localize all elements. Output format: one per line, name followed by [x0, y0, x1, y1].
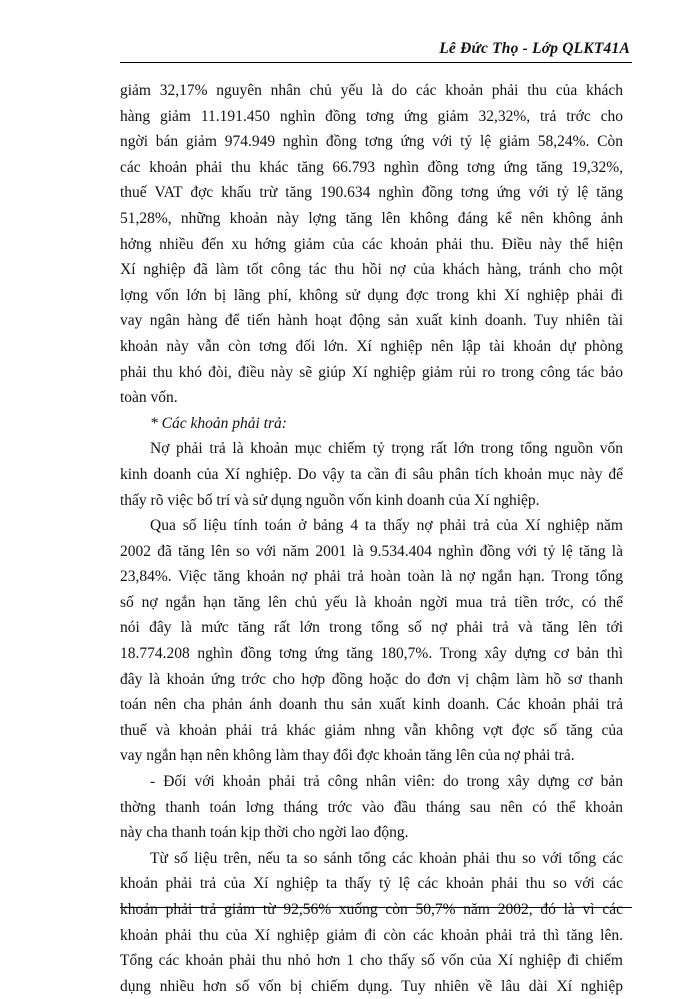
paragraph-payables-analysis [120, 513, 623, 769]
text-line: 23,84%. Việc tăng khoản nợ phải trả hoàn toàn là nợ ngắn hạn. Trong tổng [120, 568, 623, 586]
text-line: thuế và khoản phải trả khác giảm nhng vẫn không vợt đợc số tăng của [120, 721, 623, 739]
paragraph-receivables [120, 78, 623, 411]
section-subheading [120, 411, 623, 437]
text-line: vay ngân hàng để tiến hành hoạt động sản xuất kinh doanh. Tuy nhiên tài [120, 312, 623, 330]
text-line: toàn vốn. [120, 389, 178, 407]
text-line: giảm 32,17% nguyên nhân chủ yếu là do các khoản phải thu của khách [120, 82, 623, 99]
paragraph-payables-intro [120, 436, 623, 513]
text-line: này cha thanh toán kịp thời cho ngời lao động. [120, 824, 409, 842]
footer-divider [120, 907, 632, 908]
subheading-payables: * Các khoản phải trả: [150, 414, 287, 432]
text-line: khoản này vẫn còn tơng đối lớn. Xí nghiệp nên lập tài khoản dự phòng [120, 337, 623, 355]
text-line: khoản phải trả giảm từ 92,56% xuống còn 50,7% năm 2002, đó là vì các [120, 901, 623, 918]
text-line: hởng nhiều đến xu hớng giảm của các khoản phải thu. Điều này thể hiện [120, 235, 623, 253]
text-line: dụng nhiều hơn số vốn bị chiếm dụng. Tuy nhiên về lâu dài Xí nghiệp [120, 977, 623, 995]
page-header [120, 36, 632, 63]
paragraph-employee-payables [120, 769, 623, 846]
text-line: 51,28%, những khoản này lợng tăng lên không đáng kể nên không ảnh [120, 209, 623, 227]
text-line: Xí nghiệp đã làm tốt công tác thu hồi nợ của khách hàng, tránh cho một [120, 261, 623, 279]
text-line: Nợ phải trả là khoản mục chiếm tỷ trọng rất lớn trong tổng nguồn vốn [150, 440, 623, 458]
text-line: khoản phải thu của Xí nghiệp giảm đi còn các khoản phải trả thì tăng lên. [120, 926, 623, 944]
text-line: vay ngắn hạn nên không làm thay đổi đợc khoản tăng lên của nợ phải trả. [120, 747, 575, 765]
text-line: ngời bán giảm 974.949 nghìn đồng tơng ứng với tỷ lệ giảm 58,24%. Còn [120, 133, 623, 151]
text-line: nói đây là mức tăng rất lớn trong tổng số nợ phải trả và tăng lên tới [120, 619, 623, 637]
text-line: Qua số liệu tính toán ở bảng 4 ta thấy nợ phải trả của Xí nghiệp năm [150, 517, 623, 535]
text-line: Tổng các khoản phải thu nhỏ hơn 1 cho thấy số vốn của Xí nghiệp đi chiếm [120, 952, 623, 970]
text-line: khoản phải trả của Xí nghiệp ta thấy tỷ lệ các khoản phải thu so với các [120, 875, 623, 893]
text-line: Từ số liệu trên, nếu ta so sánh tổng các khoản phải thu so với tổng các [150, 849, 623, 867]
text-line: 2002 đã tăng lên so với năm 2001 là 9.534.404 nghìn đồng với tỷ lệ tăng là [120, 542, 623, 560]
text-line: thờng thanh toán lơng tháng trớc vào đầu tháng sau nên có thể khoản [120, 798, 623, 816]
text-line: các khoản phải thu khác tăng 66.793 nghìn đồng tơng ứng tăng 19,32%, [120, 158, 623, 176]
text-line: phải thu khó đòi, điều này sẽ giúp Xí nghiệp giảm rủi ro trong công tác bảo [120, 363, 623, 381]
text-line: kinh doanh của Xí nghiệp. Do vậy ta cần đi sâu phân tích khoản mục này để [120, 465, 623, 483]
text-line: - Đối với khoản phải trả công nhân viên: do trong xây dựng cơ bản [150, 773, 623, 791]
text-line: toán nên cha phản ánh doanh thu sản xuất kinh doanh. Các khoản phải trả [120, 696, 623, 714]
document-body [120, 78, 623, 999]
text-line: thấy rõ việc bố trí và sử dụng nguồn vốn kinh doanh của Xí nghiệp. [120, 491, 540, 509]
text-line: hàng giảm 11.191.450 nghìn đồng tơng ứng giảm 32,32%, trả trớc cho [120, 107, 623, 125]
text-line: số nợ ngắn hạn tăng lên chủ yếu là khoản ngời mua trả tiền trớc, có thể [120, 593, 623, 611]
text-line: thuế VAT đợc khấu trừ tăng 190.634 nghìn đồng tơng ứng với tỷ lệ tăng [120, 184, 623, 202]
text-line: lợng vốn lớn bị lãng phí, không sử dụng đợc trong khi Xí nghiệp phải đi [120, 286, 623, 304]
text-line: 18.774.208 nghìn đồng tơng ứng tăng 180,7%. Trong xây dựng cơ bản thì [120, 645, 623, 663]
header-author-class: Lê Đức Thọ - Lớp QLKT41A [439, 40, 630, 57]
text-line: đây là khoản ứng trớc cho hợp đồng hoặc do đơn vị chậm làm hồ sơ thanh [120, 670, 623, 688]
paragraph-comparison [120, 846, 623, 999]
